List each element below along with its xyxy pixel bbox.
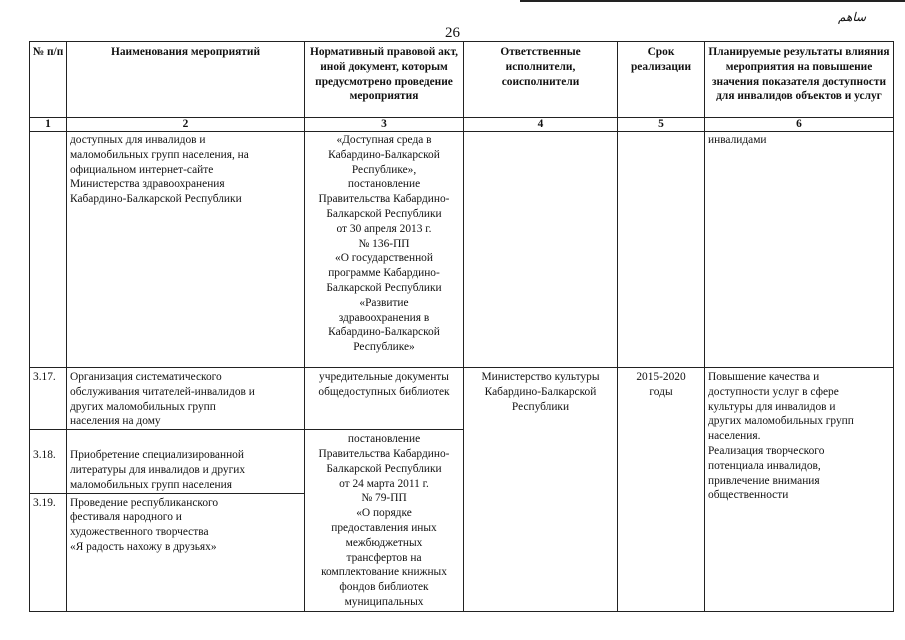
column-number-row — [30, 118, 894, 132]
result-cell-merged — [705, 368, 894, 612]
exec-cell-merged — [464, 368, 618, 612]
text-line: муниципальных — [344, 595, 424, 608]
text-line: Приобретение специализированной — [70, 449, 244, 462]
period-cell-merged — [618, 368, 705, 612]
text-line: трансфертов на — [346, 551, 422, 564]
text-line: других маломобильных групп — [70, 400, 216, 413]
text-line: Республике» — [353, 341, 415, 354]
table-row-3-17 — [30, 368, 894, 430]
text-line: привлечение внимания — [708, 474, 820, 487]
top-edge-line — [520, 0, 905, 2]
text-line: Кабардино-Балкарской — [328, 326, 440, 339]
text-line: культуры для инвалидов и — [708, 400, 836, 413]
continuation-row — [30, 132, 894, 368]
act-cell — [305, 132, 464, 368]
text-line: населения на дому — [70, 415, 161, 428]
text-line: фондов библиотек — [339, 581, 429, 594]
measures-table — [29, 41, 894, 612]
header-act: Нормативный правовой акт, иной документ, которым предусмотрено проведение мероприятия — [305, 42, 464, 118]
text-line: инвалидами — [708, 134, 767, 146]
text-line: обслуживания читателей-инвалидов и — [70, 385, 255, 398]
text-line: Проведение республиканского — [70, 496, 219, 509]
text-line: доступных для инвалидов и — [70, 134, 206, 146]
name-cell — [67, 493, 305, 611]
text-line: от 24 марта 2011 г. — [339, 477, 429, 490]
text-line: Реализация творческого — [708, 444, 825, 457]
text-line: литературы для инвалидов и других — [70, 463, 246, 476]
text-line: «Я радость нахожу в друзьях» — [70, 540, 217, 553]
exec-cell — [464, 132, 618, 368]
text-line: маломобильных групп населения — [70, 478, 232, 491]
text-line: Повышение качества и — [708, 371, 820, 383]
name-cell — [67, 132, 305, 368]
act-cell-merged — [305, 430, 464, 611]
period-cell — [618, 132, 705, 368]
text-line: Балкарской Республики — [326, 462, 442, 475]
header-result: Планируемые результаты влияния мероприятия на повышение значения показателя доступности для инвалидов объектов и услуг — [705, 42, 894, 118]
text-line: Балкарской Республики — [326, 207, 442, 220]
name-cell — [67, 368, 305, 430]
text-line: Кабардино-Балкарской — [484, 385, 597, 398]
text-line: 2015-2020 — [636, 371, 686, 383]
page-number: 26 — [445, 25, 460, 41]
name-cell — [67, 430, 305, 493]
text-line: здравоохранения в — [338, 311, 430, 324]
row-num: 3.17. — [30, 368, 67, 430]
text-line: населения. — [708, 430, 761, 443]
header-row — [30, 42, 894, 118]
text-line: других маломобильных групп — [708, 415, 854, 428]
column-number: 2 — [67, 118, 305, 132]
text-line: «Доступная среда в — [336, 134, 432, 146]
act-cell — [305, 368, 464, 430]
text-line: маломобильных групп населения, на — [70, 148, 249, 161]
column-number: 4 — [464, 118, 618, 132]
text-line: Кабардино-Балкарской — [328, 148, 440, 161]
text-line: постановление — [347, 178, 421, 191]
text-line: годы — [649, 385, 673, 398]
num-cell — [30, 132, 67, 368]
text-line: предоставления иных — [331, 521, 437, 534]
text-line: официальном интернет-сайте — [70, 163, 214, 176]
text-line: № 79-ПП — [361, 492, 407, 505]
column-number: 6 — [705, 118, 894, 132]
row-num: 3.19. — [30, 493, 67, 611]
text-line: межбюджетных — [345, 536, 423, 549]
text-line: Министерство культуры — [481, 371, 600, 383]
column-number: 5 — [618, 118, 705, 132]
text-line: Правительства Кабардино- — [318, 193, 450, 206]
text-line: «О порядке — [356, 507, 412, 520]
text-line: художественного творчества — [70, 526, 209, 539]
header-name: Наименования мероприятий — [67, 42, 305, 118]
header-period: Срок реализации — [618, 42, 705, 118]
text-line: комплектование книжных — [321, 566, 447, 579]
text-line: учредительные документы — [319, 371, 449, 383]
text-line: Министерства здравоохранения — [70, 178, 225, 191]
text-line: Организация систематического — [70, 371, 222, 383]
text-line: от 30 апреля 2013 г. — [336, 222, 432, 235]
text-line: Республики — [511, 400, 570, 413]
text-line: «Развитие — [359, 296, 409, 309]
text-line: Кабардино-Балкарской Республики — [70, 193, 242, 206]
handwritten-mark: ساهم — [838, 10, 867, 24]
text-line: доступности услуг в сфере — [708, 385, 839, 398]
header-exec: Ответственные исполнители, соисполнители — [464, 42, 618, 118]
text-line: программе Кабардино- — [328, 267, 440, 280]
header-num: № п/п — [30, 42, 67, 118]
result-cell — [705, 132, 894, 368]
text-line: № 136-ПП — [358, 237, 410, 250]
column-number: 1 — [30, 118, 67, 132]
column-number: 3 — [305, 118, 464, 132]
text-line: Республике», — [351, 163, 417, 176]
text-line: общественности — [708, 489, 789, 502]
row-num: 3.18. — [30, 430, 67, 493]
text-line: общедоступных библиотек — [318, 385, 450, 398]
text-line: постановление — [347, 433, 421, 446]
text-line: Правительства Кабардино- — [318, 447, 450, 460]
text-line: «О государственной — [335, 252, 433, 265]
text-line: потенциала инвалидов, — [708, 459, 821, 472]
text-line: фестиваля народного и — [70, 511, 182, 524]
text-line: Балкарской Республики — [326, 281, 442, 294]
